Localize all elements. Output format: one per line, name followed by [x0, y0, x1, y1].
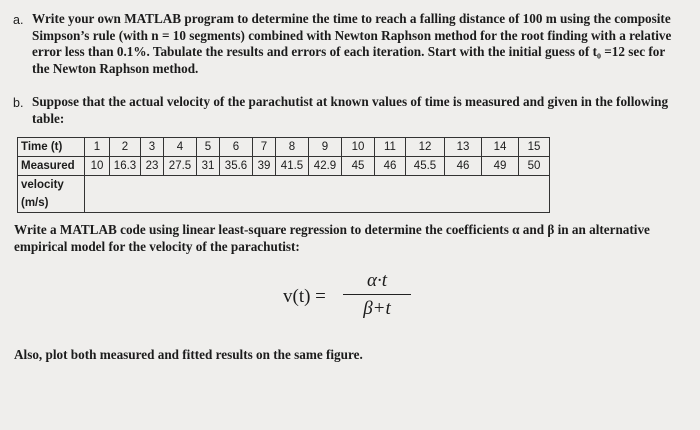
velocity-cell: 49 — [482, 157, 519, 176]
velocity-cell: 35.6 — [220, 157, 253, 176]
velocity-row-header-line: (m/s) — [18, 194, 85, 213]
velocity-table — [17, 137, 550, 213]
velocity-row-continued — [18, 176, 550, 195]
time-row-header: Time (t) — [18, 138, 85, 157]
regression-line: empirical model for the velocity of the parachutist: — [14, 238, 300, 254]
time-cell: 10 — [342, 138, 375, 157]
formula-fraction — [343, 270, 411, 320]
part-a-line: error less than 0.1%. Tabulate the results and errors of each iteration. Start with the initial guess of t₀ =12 sec for — [32, 44, 666, 59]
time-cell: 12 — [406, 138, 445, 157]
part-b-text — [32, 94, 692, 127]
velocity-cell: 16.3 — [110, 157, 141, 176]
formula-lhs: v(t) = — [283, 286, 326, 307]
time-cell: 4 — [164, 138, 197, 157]
part-a-line: the Newton Raphson method. — [32, 60, 199, 76]
velocity-cell: 41.5 — [276, 157, 309, 176]
velocity-cell: 39 — [253, 157, 276, 176]
regression-text — [14, 222, 694, 255]
table-blank-area — [85, 176, 550, 195]
part-a-line: Write your own MATLAB program to determine the time to reach a falling distance of 100 m using the composite — [32, 11, 671, 26]
time-cell: 11 — [375, 138, 406, 157]
velocity-row-header-line: velocity — [18, 176, 85, 195]
velocity-cell: 50 — [519, 157, 550, 176]
velocity-cell: 45 — [342, 157, 375, 176]
time-cell: 15 — [519, 138, 550, 157]
time-cell: 14 — [482, 138, 519, 157]
velocity-cell: 23 — [141, 157, 164, 176]
fraction-bar — [343, 294, 411, 295]
time-cell: 7 — [253, 138, 276, 157]
velocity-cell: 46 — [445, 157, 482, 176]
time-cell: 5 — [197, 138, 220, 157]
formula-numerator: α·t — [366, 270, 387, 291]
velocity-cell: 27.5 — [164, 157, 197, 176]
time-cell: 13 — [445, 138, 482, 157]
velocity-cell: 31 — [197, 157, 220, 176]
velocity-cell: 42.9 — [309, 157, 342, 176]
part-b-line: table: — [32, 110, 65, 126]
part-a-text — [32, 11, 692, 77]
part-b-marker: b. — [13, 96, 24, 110]
table-blank-area — [85, 194, 550, 213]
velocity-row — [18, 157, 550, 176]
closing-text: Also, plot both measured and fitted results on the same figure. — [14, 347, 363, 362]
part-a-line: Simpson’s rule (with n = 10 segments) combined with Newton Raphson method for the root finding with a relative — [32, 27, 672, 43]
time-row — [18, 138, 550, 157]
time-cell: 3 — [141, 138, 164, 157]
velocity-row-header: Measured — [18, 157, 85, 176]
velocity-cell: 45.5 — [406, 157, 445, 176]
part-b-line: Suppose that the actual velocity of the parachutist at known values of time is measured and given in the following — [32, 94, 669, 109]
formula-denominator: β+t — [363, 298, 391, 319]
velocity-row-continued — [18, 194, 550, 213]
part-a-marker: a. — [13, 13, 24, 27]
velocity-cell: 46 — [375, 157, 406, 176]
time-cell: 9 — [309, 138, 342, 157]
velocity-cell: 10 — [85, 157, 110, 176]
time-cell: 2 — [110, 138, 141, 157]
time-cell: 8 — [276, 138, 309, 157]
time-cell: 6 — [220, 138, 253, 157]
regression-line: Write a MATLAB code using linear least-square regression to determine the coefficients α and β in an alternative — [14, 222, 650, 237]
time-cell: 1 — [85, 138, 110, 157]
